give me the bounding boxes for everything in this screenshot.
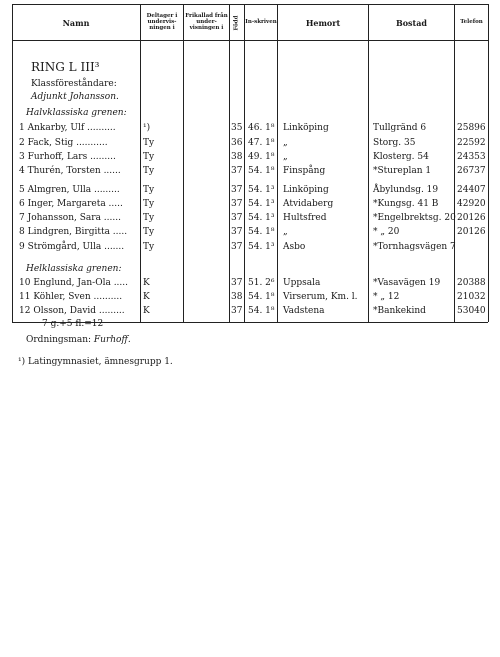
cell-fodd: 37 bbox=[231, 306, 243, 316]
cell-telefon: 24353 bbox=[457, 152, 486, 162]
cell-name: 5 Almgren, Ulla ......... bbox=[19, 185, 120, 195]
cell-fodd: 37 bbox=[231, 278, 243, 288]
col-border bbox=[244, 4, 245, 322]
cell-fodd: 35 bbox=[231, 123, 243, 133]
header-frikallad: Frikallad från under-visningen i bbox=[185, 13, 228, 31]
cell-name: 11 Köhler, Sven .......... bbox=[19, 292, 123, 302]
cell-deltager: K bbox=[143, 306, 150, 316]
cell-telefon: 21032 bbox=[457, 292, 486, 302]
cell-hemort: Hultsfred bbox=[283, 213, 327, 223]
cell-name: 12 Olsson, David ......... bbox=[19, 306, 125, 316]
cell-inskriven: 54. 1⁸ bbox=[248, 227, 275, 237]
cell-fodd: 36 bbox=[231, 138, 243, 148]
header-deltager: Deltager i undervis-ningen i bbox=[146, 13, 178, 31]
header-fodd-cell bbox=[229, 6, 244, 40]
ordning-name: Furhoff. bbox=[93, 335, 131, 345]
cell-bostad: Åbylundsg. 19 bbox=[373, 185, 439, 195]
cell-fodd: 37 bbox=[231, 227, 243, 237]
col-border bbox=[229, 4, 230, 322]
cell-deltager: ¹) bbox=[143, 123, 151, 133]
cell-bostad: *Tornhagsvägen 7 bbox=[373, 242, 456, 252]
cell-bostad: Klosterg. 54 bbox=[373, 152, 429, 162]
cell-bostad: *Bankekind bbox=[373, 306, 426, 316]
cell-telefon: 24407 bbox=[457, 185, 486, 195]
cell-telefon: 20126 bbox=[457, 227, 486, 237]
cell-deltager: Ty bbox=[143, 185, 155, 195]
cell-hemort: Finspång bbox=[283, 166, 326, 176]
cell-name: 7 Johansson, Sara ...... bbox=[19, 213, 121, 223]
cell-fodd: 37 bbox=[231, 213, 243, 223]
cell-name: 9 Strömgård, Ulla ....... bbox=[19, 242, 125, 252]
summary-count: 7 g.+5 fl.=12 bbox=[42, 319, 104, 329]
header-namn: Namn bbox=[62, 17, 90, 28]
cell-bostad: * „ 20 bbox=[373, 227, 400, 237]
header-bostad: Bostad bbox=[395, 17, 428, 28]
cell-deltager: Ty bbox=[143, 227, 155, 237]
cell-deltager: Ty bbox=[143, 138, 155, 148]
table-top-border bbox=[12, 4, 488, 5]
cell-deltager: Ty bbox=[143, 152, 155, 162]
cell-inskriven: 54. 1⁸ bbox=[248, 306, 275, 316]
cell-telefon: 20388 bbox=[457, 278, 486, 288]
header-separator bbox=[12, 40, 488, 41]
cell-hemort: „ bbox=[283, 227, 288, 237]
cell-deltager: K bbox=[143, 292, 150, 302]
cell-hemort: Linköping bbox=[283, 185, 329, 195]
cell-fodd: 38 bbox=[231, 152, 243, 162]
cell-inskriven: 54. 1³ bbox=[248, 213, 275, 223]
col-border bbox=[368, 4, 369, 322]
cell-inskriven: 46. 1⁸ bbox=[248, 123, 275, 133]
cell-inskriven: 47. 1⁸ bbox=[248, 138, 275, 148]
cell-name: 8 Lindgren, Birgitta ..... bbox=[19, 227, 128, 237]
cell-name: 3 Furhoff, Lars ......... bbox=[19, 152, 116, 162]
header-hemort: Hemort bbox=[305, 17, 341, 28]
col-border-left bbox=[12, 4, 13, 322]
cell-telefon: 20126 bbox=[457, 213, 486, 223]
cell-fodd: 37 bbox=[231, 242, 243, 252]
cell-inskriven: 49. 1⁸ bbox=[248, 152, 275, 162]
cell-hemort: Asbo bbox=[283, 242, 306, 252]
group-title-halvklassiska: Halvklassiska grenen: bbox=[26, 108, 127, 118]
class-title: RING L III³ bbox=[31, 60, 100, 74]
cell-fodd: 38 bbox=[231, 292, 243, 302]
cell-telefon: 53040 bbox=[457, 306, 486, 316]
cell-fodd: 37 bbox=[231, 199, 243, 209]
cell-bostad: * „ 12 bbox=[373, 292, 400, 302]
cell-telefon: 25896 bbox=[457, 123, 486, 133]
group-title-helklassiska: Helklassiska grenen: bbox=[26, 264, 122, 274]
col-border bbox=[277, 4, 278, 322]
cell-hemort: „ bbox=[283, 152, 288, 162]
cell-hemort: Uppsala bbox=[283, 278, 321, 288]
cell-telefon: 42920 bbox=[457, 199, 486, 209]
cell-inskriven: 51. 2⁶ bbox=[248, 278, 275, 288]
ordning-line bbox=[26, 335, 131, 346]
klass-label: Klassföreståndare: bbox=[31, 79, 117, 89]
col-border bbox=[140, 4, 141, 322]
header-telefon: Telefon bbox=[460, 19, 483, 26]
cell-bostad: *Vasavägen 19 bbox=[373, 278, 441, 288]
cell-bostad: *Engelbrektsg. 20 bbox=[373, 213, 456, 223]
col-border bbox=[183, 4, 184, 322]
cell-inskriven: 54. 1³ bbox=[248, 185, 275, 195]
cell-hemort: Linköping bbox=[283, 123, 329, 133]
cell-name: 6 Inger, Margareta ..... bbox=[19, 199, 123, 209]
cell-inskriven: 54. 1³ bbox=[248, 199, 275, 209]
cell-deltager: Ty bbox=[143, 213, 155, 223]
cell-hemort: „ bbox=[283, 138, 288, 148]
cell-hemort: Atvidaberg bbox=[283, 199, 334, 209]
col-border bbox=[454, 4, 455, 322]
cell-telefon: 26737 bbox=[457, 166, 486, 176]
cell-inskriven: 54. 1⁸ bbox=[248, 292, 275, 302]
cell-bostad: *Kungsg. 41 B bbox=[373, 199, 439, 209]
cell-fodd: 37 bbox=[231, 166, 243, 176]
cell-name: 2 Fack, Stig ........... bbox=[19, 138, 108, 148]
cell-hemort: Vadstena bbox=[283, 306, 325, 316]
ordning-label: Ordningsman: bbox=[26, 335, 92, 345]
cell-deltager: Ty bbox=[143, 199, 155, 209]
header-inskriven: In-skriven bbox=[245, 19, 277, 26]
footnote: ¹) Latingymnasiet, ämnesgrupp 1. bbox=[18, 357, 173, 367]
cell-name: 1 Ankarby, Ulf .......... bbox=[19, 123, 116, 133]
cell-deltager: K bbox=[143, 278, 150, 288]
klass-teacher: Adjunkt Johansson. bbox=[31, 92, 119, 102]
cell-name: 10 Englund, Jan-Ola ..... bbox=[19, 278, 128, 288]
cell-hemort: Virserum, Km. l. bbox=[283, 292, 358, 302]
cell-name: 4 Thurén, Torsten ...... bbox=[19, 166, 121, 176]
cell-fodd: 37 bbox=[231, 185, 243, 195]
cell-bostad: *Stureplan 1 bbox=[373, 166, 432, 176]
cell-telefon: 22592 bbox=[457, 138, 486, 148]
header-fodd: Född bbox=[233, 15, 240, 31]
cell-deltager: Ty bbox=[143, 166, 155, 176]
cell-inskriven: 54. 1³ bbox=[248, 242, 275, 252]
cell-inskriven: 54. 1⁸ bbox=[248, 166, 275, 176]
cell-bostad: Tullgränd 6 bbox=[373, 123, 427, 133]
cell-deltager: Ty bbox=[143, 242, 155, 252]
cell-bostad: Storg. 35 bbox=[373, 138, 416, 148]
col-border-right bbox=[488, 4, 489, 322]
